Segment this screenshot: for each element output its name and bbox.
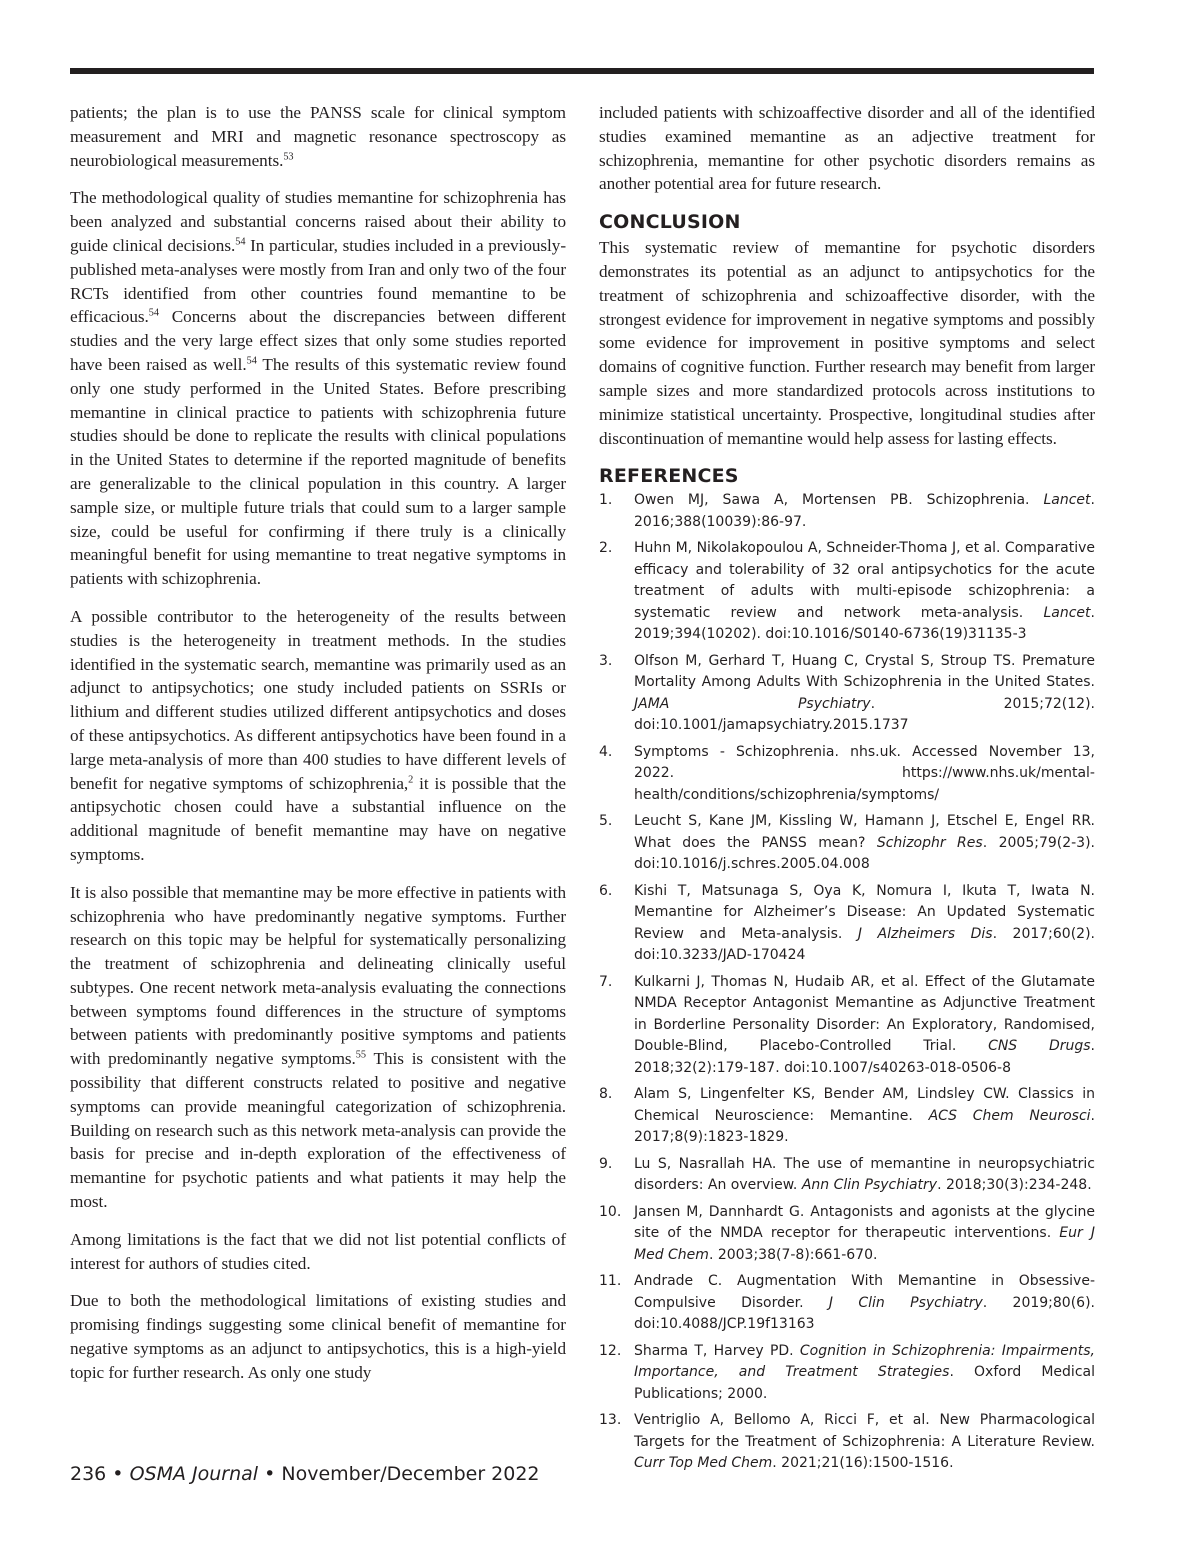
reference-text [634,742,1095,807]
text-run: Kulkarni J, Thomas N, Hudaib AR, et al. Effect of the Glutamate NMDA Receptor Antagonist Memantine as Adjunctive Treatment in Borderline Personality Disorder: An Exploratory, Randomised, Double-Blind, Placebo-Controlled Trial. [634,973,1095,1055]
text-run: Ventriglio A, Bellomo A, Ricci F, et al. New Pharmacological Targets for the Treatment of Schizophrenia: A Literature Review. [634,1412,1095,1450]
page-footer [70,1462,540,1486]
reference-item [599,972,1095,1080]
reference-number: 8. [599,1086,613,1103]
reference-item [599,1341,1095,1406]
reference-item [599,811,1095,876]
text-run: The results of this systematic review found only one study performed in the United States. Before prescribing memantine in clinical practice to patients with schizophrenia future studies should be done to replicate the results with clinical populations in the United States to determine if the reported magnitude of benefits are generalizable to the clinical population in this country. A larger sample size, or multiple future trials that could sum to a larger sample size, could be useful for confirming if there truly is a clinically meaningful benefit for using memantine to treat negative symptoms in patients with schizophrenia. [70,354,566,589]
text-run: . 2019;394(10202). doi:10.1016/S0140-6736(19)31135-3 [634,604,1095,643]
body-paragraph [70,101,566,172]
reference-number: 1. [599,492,613,509]
reference-text [634,1084,1095,1149]
text-run: . 2018;30(3):234-248. [937,1177,1092,1194]
text-run: Alam S, Lingenfelter KS, Bender AM, Lindsley CW. Classics in Chemical Neuroscience: Memantine. [634,1086,1095,1124]
text-run: Owen MJ, Sawa A, Mortensen PB. Schizophrenia. [634,492,1044,509]
citation-superscript: 54 [235,236,246,248]
journal-title: CNS Drugs [988,1038,1091,1055]
journal-title: Curr Top Med Chem [634,1455,773,1472]
text-run: Jansen M, Dannhardt G. Antagonists and agonists at the glycine site of the NMDA receptor for therapeutic interventions. [634,1203,1095,1242]
reference-text [634,811,1095,876]
body-paragraph [70,1289,566,1384]
page-number: 236 [70,1463,107,1485]
issue-date: November/December 2022 [281,1463,540,1485]
reference-text [634,651,1095,737]
reference-number: 10. [599,1203,622,1220]
text-run: . Oxford Medical Publications; 2000. [634,1364,1095,1402]
text-run: . 2018;32(2):179-187. doi:10.1007/s40263-018-0506-8 [634,1038,1095,1076]
citation-superscript: 2 [408,773,414,785]
right-column [599,101,1095,1480]
reference-text [634,972,1095,1080]
reference-item [599,1154,1095,1197]
journal-title: J Alzheimers Dis [857,925,993,942]
reference-item [599,881,1095,967]
journal-title: J Clin Psychiatry [828,1294,983,1311]
citation-superscript: 53 [283,150,294,162]
text-run: This systematic review of memantine for psychotic disorders demonstrates its potential as an adjunct to antipsychotics for the treatment of schizophrenia and schizoaffective disorder, with the strongest evidence for improvement in negative symptoms and possibly some evidence for improvement in positive symptoms and select domains of cognitive function. Further research may benefit from larger sample sizes and more standardized protocols across institutions to minimize statistical uncertainty. Prospective, longitudinal studies after discontinuation of memantine would help assess for lasting effects. [599,238,1095,448]
body-paragraph [599,101,1095,196]
text-run: included patients with schizoaffective disorder and all of the identified studies examined memantine as an adjective treatment for schizophrenia, memantine for other psychotic disorders remains as another potential area for future research. [599,103,1095,194]
reference-number: 5. [599,813,613,830]
text-run: Kishi T, Matsunaga S, Oya K, Nomura I, Ikuta T, Iwata N. Memantine for Alzheimer’s Disease: An Updated Systematic Review and Meta-analysis. [634,882,1095,942]
text-run: A possible contributor to the heterogeneity of the results between studies is the heterogeneity in treatment methods. In the studies identified in the systematic search, memantine was primarily used as an adjunct to antipsychotics; one study included patients on SSRIs or lithium and different studies utilized different antipsychotics and doses of these antipsychotics. As different antipsychotics have been found in a large meta-analysis of more than 400 studies to have different levels of benefit for negative symptoms of schizophrenia, [70,606,566,793]
journal-title: Cognition in Schizophrenia: Impairments, Importance, and Treatment Strategies [634,1342,1095,1381]
reference-item [599,1084,1095,1149]
journal-title: Lancet [1043,492,1091,509]
text-run: Huhn M, Nikolakopoulou A, Schneider-Thoma J, et al. Comparative efficacy and tolerability of 32 oral antipsychotics for the acute treatment of adults with multi-episode schizophrenia: a systematic review and network meta-analysis. [634,540,1095,621]
text-run: Andrade C. Augmentation With Memantine in Obsessive-Compulsive Disorder. [634,1273,1095,1311]
left-column [70,101,566,1399]
text-run: In particular, studies included in a previously-published meta-analyses were mostly from Iran and only two of the four RCTs identified from other countries found memantine to be efficacious. [70,235,566,327]
conclusion-text [599,236,1095,450]
reference-item [599,490,1095,533]
reference-text [634,1154,1095,1197]
reference-text [634,1271,1095,1336]
text-run: Sharma T, Harvey PD. [634,1342,800,1359]
journal-title: JAMA Psychiatry [634,695,871,712]
text-run: Concerns about the discrepancies between different studies and the very large effect sizes that only some studies reported have been raised as well. [70,307,566,374]
footer-separator: • [258,1463,282,1485]
reference-text [634,881,1095,967]
text-run: Symptoms - Schizophrenia. nhs.uk. Accessed November 13, 2022. https://www.nhs.uk/mental-health/conditions/schizophrenia/symptoms/ [634,743,1095,803]
body-paragraph [70,1228,566,1276]
text-run: It is also possible that memantine may be more effective in patients with schizophrenia who have predominantly negative symptoms. Further research on this topic may be helpful for systematically personalizing the treatment of schizophrenia and delineating clinically useful subtypes. One recent network meta-analysis evaluating the connections between symptoms found differences in the structure of symptoms between patients with predominantly positive symptoms and patients with predominantly negative symptoms. [70,882,566,1069]
text-run: . 2019;80(6). doi:10.4088/JCP.19f13163 [634,1294,1095,1333]
reference-number: 7. [599,973,613,990]
reference-item [599,1271,1095,1336]
citation-superscript: 54 [246,355,257,367]
text-run: . 2016;388(10039):86-97. [634,492,1095,530]
right-column-intro [599,101,1095,196]
citation-superscript: 55 [355,1049,366,1061]
text-run: . 2015;72(12). doi:10.1001/jamapsychiatry.2015.1737 [634,695,1095,734]
top-rule [70,68,1094,74]
reference-number: 4. [599,743,613,760]
reference-item [599,1410,1095,1475]
text-run: Olfson M, Gerhard T, Huang C, Crystal S, Stroup TS. Premature Mortality Among Adults With Schizophrenia in the United States. [634,652,1095,691]
body-paragraph [599,236,1095,450]
reference-number: 9. [599,1155,613,1172]
body-paragraph [70,605,566,867]
text-run: Lu S, Nasrallah HA. The use of memantine in neuropsychiatric disorders: An overview. [634,1155,1095,1194]
reference-item [599,538,1095,646]
reference-text [634,1202,1095,1267]
text-run: . 2021;21(16):1500-1516. [772,1455,954,1472]
journal-title: Ann Clin Psychiatry [801,1177,938,1194]
reference-number: 13. [599,1412,622,1429]
journal-title: ACS Chem Neurosci [928,1107,1091,1124]
footer-separator: • [106,1463,130,1485]
reference-number: 12. [599,1342,622,1359]
conclusion-heading: CONCLUSION [599,211,741,234]
text-run: Among limitations is the fact that we did not list potential conflicts of interest for authors of studies cited. [70,1229,566,1273]
reference-text [634,538,1095,646]
text-run: Leucht S, Kane JM, Kissling W, Hamann J, Etschel E, Engel RR. What does the PANSS mean? [634,813,1095,851]
text-run: The methodological quality of studies memantine for schizophrenia has been analyzed and substantial concerns raised about their ability to guide clinical decisions. [70,188,566,255]
text-run: Due to both the methodological limitations of existing studies and promising findings suggesting some clinical benefit of memantine for negative symptoms as an adjunct to antipsychotics, this is a high-yield topic for further research. As only one study [70,1291,566,1382]
journal-title: Schizophr Res [876,834,983,851]
reference-text [634,490,1095,533]
reference-number: 6. [599,882,613,899]
reference-item [599,1202,1095,1267]
reference-item [599,651,1095,737]
reference-list [599,490,1095,1475]
body-paragraph [70,186,566,591]
text-run: patients; the plan is to use the PANSS scale for clinical symptom measurement and MRI and magnetic resonance spectroscopy as neurobiological measurements. [70,103,566,170]
citation-superscript: 54 [148,307,159,319]
reference-text [634,1341,1095,1406]
journal-title: Eur J Med Chem [634,1225,1095,1263]
text-run: . 2003;38(7-8):661-670. [708,1246,878,1263]
text-run: . 2017;60(2). doi:10.3233/JAD-170424 [634,925,1095,964]
reference-text [634,1410,1095,1475]
reference-item [599,742,1095,807]
reference-number: 2. [599,540,613,557]
text-run: . 2005;79(2-3). doi:10.1016/j.schres.2005.04.008 [634,834,1095,873]
journal-title: Lancet [1043,604,1091,621]
text-run: it is possible that the antipsychotic chosen could have a substantial influence on the additional magnitude of benefit memantine may have on negative symptoms. [70,773,566,864]
reference-number: 3. [599,652,613,669]
journal-name: OSMA Journal [129,1463,259,1485]
text-run: This is consistent with the possibility that different constructs related to positive and negative symptoms can provide meaningful categorization of schizophrenia. Building on research such as this network meta-analysis can provide the basis for precise and in-depth exploration of the effectiveness of memantine for psychotic patients and what patients it may help the most. [70,1049,567,1212]
reference-number: 11. [599,1273,622,1290]
body-paragraph [70,881,566,1214]
text-run: . 2017;8(9):1823-1829. [634,1107,1095,1146]
references-heading: REFERENCES [599,465,739,488]
